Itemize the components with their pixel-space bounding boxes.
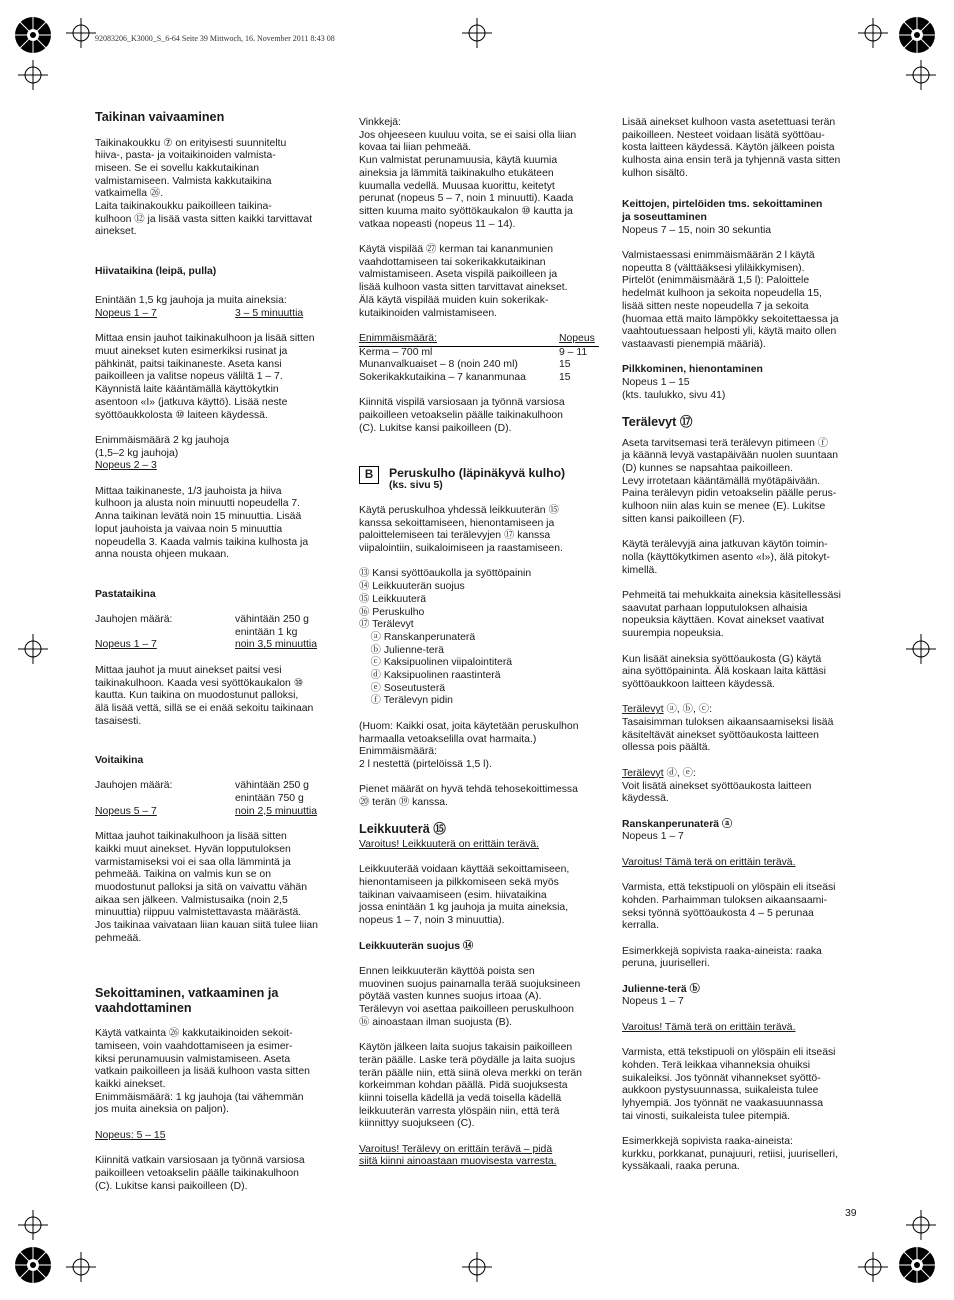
- heading-taikina: Taikinan vaivaaminen: [95, 110, 225, 124]
- heading-pilkko: Pilkkominen, hienontaminen: [622, 364, 763, 376]
- para-hiiva-1: Mittaa ensin jauhot taikinakulhoon ja lisää sitten muut ainekset kuten esimerkiksi rusinat ja pähkinät, paitsi taikinaneste. Aseta kansi paikoilleen ja valitse nopeus väliltä 1 – 7. Käynnistä laite kääntämällä käyttökytkin asentoon «I» (jatkuva käyttö). Lisää neste syöttöaukkolosta ⑩ laiteen käydessä.: [95, 333, 315, 421]
- crosshair-mark-right-2: [906, 634, 936, 664]
- page-number: 39: [845, 1208, 857, 1219]
- crosshair-mark-right-1: [906, 60, 936, 90]
- para-keitto: Valmistaessasi enimmäismäärän 2 l käytä nopeutta 8 (välttääksesi yliläikkymisen). Pirtelöt (enimmäismäärä 1,5 l): Paloittele hedelmät kulhoon ja sekoita nopeudella 15, lisää sitten neste nopeudella 7 ja sekoita (huomaa että maito lämpökky sekoitettaessa ja vaahtoutuessaan helposti yli, käytä maito ollen vastaavasti pienempiä määriä).: [622, 250, 839, 350]
- list-item: ⓒ Kaksipuolinen viipalointiterä: [359, 657, 513, 669]
- crosshair-mark-right-3: [906, 1210, 936, 1240]
- heading-peruskulho: Peruskulho (läpinäkyvä kulho): [389, 466, 566, 481]
- table-cell: Kerma – 700 ml: [359, 346, 433, 358]
- pasta-amount-row: [95, 614, 333, 639]
- list-item: ⓐ Ranskanperunaterä: [359, 631, 476, 643]
- heading-julienne: Julienne-terä ⓑ: [622, 983, 700, 995]
- para-vinkki: Vinkkejä: Jos ohjeeseen kuuluu voita, se ei saisi olla liian kovaa tai liian pehmeää. Kun valmistat perunamuusia, käytä kuumia aineksia ja lämmitä taikinakulho etukäteen kuumalla vedellä. Muusaa kuorittu, keitetyt perunat (nopeus 5 – 7, noin 1 minuutti). Kaada sitten kuuma maito syöttökaukalon ⑩ kautta ja vatkaa nopeasti (nopeus 11 – 14).: [359, 117, 577, 230]
- list-item: ⑮ Leikkuuterä: [359, 593, 426, 605]
- heading-leikkuutera: Leikkuuterä ⑮: [359, 822, 446, 837]
- table-cell: Sokerikakkutaikina – 7 kananmunaa: [359, 372, 526, 384]
- para-leikkuutera: Leikkuuterää voidaan käyttää sekoittamiseen, hienontamiseen ja pilkkomiseen sekä myös taikinan vaivaamiseen (esim. hiivataikina jossa enintään 1 kg jauhoja ja muita aineksia, nopeus 1 – 7, noin 3 minuuttia).: [359, 864, 570, 927]
- table-header-speed: Nopeus: [559, 332, 595, 344]
- list-item: ⓕ Terälevyn pidin: [359, 695, 453, 707]
- list-item: ⑭ Leikkuuterän suojus: [359, 581, 465, 593]
- section-b-label: B: [359, 466, 379, 484]
- para-lisaa: Lisää ainekset kulhoon vasta asetettuasi terän paikoilleen. Nesteet voidaan lisätä syöttöau- kosta laitteen käydessä. Käytön jälkeen poista kulhosta aina ensin terä ja tyhjennä vasta sitten kulhon sisältö.: [622, 117, 841, 179]
- heading-pasta: Pastataikina: [95, 588, 156, 600]
- voi-speed-right: noin 2,5 minuuttia: [235, 805, 318, 817]
- table-cell: 15: [559, 359, 571, 371]
- para-teralevyt-4: Kun lisäät aineksia syöttöaukosta (G) käytä aina syöttöpaininta. Älä koskaan laita kättäsi syöttöaukkoon laitteen käydessä.: [622, 653, 826, 690]
- jul-speed: Nopeus 1 – 7: [622, 996, 684, 1008]
- teralevyt-de-label-rest: ⓓ, ⓔ:: [663, 767, 696, 779]
- teralevyt-de-label: [622, 768, 862, 781]
- sekoit-speed: Nopeus: 5 – 15: [95, 1129, 166, 1141]
- heading-keitto: Keittojen, pirtelöiden tms. sekoittaminen ja soseuttaminen: [622, 199, 823, 223]
- para-taikina: Taikinakoukku ⑦ on erityisesti suunniteltu hiiva-, pasta- ja voitaikinoiden valmista- miseen. Se ei sovellu kakkutaikinan valmistamiseen. Valmista kakkutaikina vatkaimella ㉖. Laita taikinakoukku paikoilleen taikina- kulhoon ⑫ ja lisää vasta sitten kaikki tarvittavat ainekset.: [95, 137, 313, 238]
- teralevyt-abc-label: [622, 704, 862, 717]
- voi-speed-left: Nopeus 5 – 7: [95, 805, 157, 817]
- pasta-amount-label: Jauhojen määrä:: [95, 614, 173, 625]
- teralevyt-abc-label-text: Terälevyt: [622, 704, 664, 716]
- registration-mark-bottom-right: [898, 1246, 936, 1284]
- pasta-speed-right: noin 3,5 minuuttia: [235, 639, 318, 651]
- table-row: [359, 346, 599, 360]
- hiiva-max-2: Enimmäismäärä 2 kg jauhoja (1,5–2 kg jauhoja): [95, 434, 229, 459]
- heading-suojus: Leikkuuterän suojus ⑭: [359, 940, 474, 952]
- para-peruskulho: Käytä peruskulhoa yhdessä leikkuuterän ⑮ kanssa sekoittamiseen, hienontamiseen ja paloittelemiseen tai terälevyjen ⑰ kanssa viipalointiin, suikaloimiseen ja raastamiseen.: [359, 504, 563, 555]
- list-item: ⑰ Terälevyt: [359, 619, 414, 631]
- voi-speed-row: [95, 806, 333, 819]
- list-item: ⓓ Kaksipuolinen raastinterä: [359, 670, 501, 682]
- table-cell: Munanvalkuaiset – 8 (noin 240 ml): [359, 359, 518, 371]
- para-hiiva-2: Mittaa taikinaneste, 1/3 jauhoista ja hiiva kulhoon ja alusta noin minuutti nopeudella 7. Anna taikinan levätä noin 15 minuuttia. Lisää loput jauhoista ja vaivaa noin 5 minuuttia nopeudella 3. Kaada valmis taikina kulhosta ja anna nousta ohjeen mukaan.: [95, 485, 309, 561]
- warning-julienne: Varoitus! Tämä terä on erittäin terävä.: [622, 1021, 796, 1033]
- crosshair-mark-top: [66, 18, 96, 48]
- para-vispila-2: Kiinnitä vispilä varsiosaan ja työnnä varsiosa paikoilleen vetoakselin päälle taikinakulhoon (C). Lukitse kansi paikoilleen (D).: [359, 397, 565, 434]
- heading-hiiva: Hiivataikina (leipä, pulla): [95, 265, 217, 277]
- table-cell: 9 – 11: [559, 346, 588, 358]
- section-b-heading: [359, 466, 599, 493]
- para-teralevyt-de: Voit lisätä ainekset syöttöaukosta laitteen käydessä.: [622, 780, 812, 805]
- list-item: ⓑ Julienne-terä: [359, 644, 444, 656]
- para-sekoit: Käytä vatkainta ㉖ kakkutaikinoiden sekoit- tamiseen, voin vaahdottamiseen ja esimer- kiksi perunamuusin valmistamiseen. Aseta vatkain paikoilleen ja lisää kulhoon vasta sitten kaikki ainekset. Enimmäismäärä: 1 kg jauhoja (tai vähemmän jos muita aineksia on paljon).: [95, 1028, 310, 1116]
- para-teralevyt-abc: Tasaisimman tuloksen aikaansaamiseksi lisää käsiteltävät ainekset syöttöaukosta laitteen ollessa pois päältä.: [622, 717, 834, 754]
- crosshair-mark-left-2: [18, 634, 48, 664]
- heading-voi: Voitaikina: [95, 755, 144, 766]
- heading-sekoit: Sekoittaminen, vatkaaminen ja vaahdottaminen: [95, 986, 279, 1015]
- para-sekoit-2: Kiinnitä vatkain varsiosaan ja työnnä varsiosa paikoilleen vetoakselin päälle taikinakulhoon (C). Lukitse kansi paikoilleen (D).: [95, 1155, 305, 1192]
- warning-ransk: Varoitus! Tämä terä on erittäin terävä.: [622, 856, 796, 868]
- para-teralevyt-2: Käytä terälevyjä aina jatkuvan käytön toimin- nolla (käyttökytkimen asento «I»), älä pitokyt- kimellä.: [622, 539, 830, 576]
- teralevyt-de-label-text: Terälevyt: [622, 767, 664, 779]
- vispila-table: [359, 333, 599, 385]
- crosshair-mark-top-right: [858, 18, 888, 48]
- list-item: ⑯ Peruskulho: [359, 606, 425, 618]
- list-item: ⑬ Kansi syöttöaukolla ja syöttöpainin: [359, 568, 532, 580]
- hiiva-speed-left: Nopeus 1 – 7: [95, 307, 157, 319]
- pasta-speed-left: Nopeus 1 – 7: [95, 639, 157, 651]
- para-julienne-2: Esimerkkejä sopivista raaka-aineista: kurkku, porkkanat, punajuuri, retiisi, juuriselleri, kyssäkaali, raaka peruna.: [622, 1136, 838, 1173]
- crosshair-mark-left-3: [18, 1210, 48, 1240]
- para-pienet: Pienet määrät on hyvä tehdä tehosekoittimessa ⑳ terän ⑲ kanssa.: [359, 784, 578, 809]
- crosshair-mark-left-1: [18, 60, 48, 90]
- voi-amount-value: vähintään 250 g enintään 750 g: [235, 780, 309, 805]
- hiiva-speed-2: Nopeus 2 – 3: [95, 460, 157, 472]
- warning-teralevy: Varoitus! Terälevy on erittäin terävä – pidä siitä kiinni ainoastaan muovisesta varresta.: [359, 1143, 557, 1168]
- para-ransk-2: Esimerkkejä sopivista raaka-aineista: raaka peruna, juuriselleri.: [622, 945, 822, 970]
- registration-mark-top-right: [898, 16, 936, 54]
- hiiva-speed-right: 3 – 5 minuuttia: [235, 307, 304, 319]
- registration-mark-bottom-left: [14, 1246, 52, 1284]
- parts-list: [359, 568, 599, 708]
- crosshair-mark-top-center: [462, 18, 492, 48]
- para-julienne: Varmista, että tekstipuoli on ylöspäin eli itseäsi kohden. Terä leikkaa vihanneksia ohuiksi suikaleiksi. Jos työnnät vihannekset syöttö- aukkoon pystysuunnassa, suikaleista tulee lyhyempiä. Jos työnnät ne vaakasuunnassa tai vinosti, suikaleista tulee pitempiä.: [622, 1047, 836, 1122]
- pasta-amount-value: vähintään 250 g enintään 1 kg: [235, 614, 309, 638]
- para-suojus-2: Käytön jälkeen laita suojus takaisin paikoilleen terän päälle. Laske terä pöydälle ja laita suojus terän päälle niin, että siinä oleva merkki on terän korkeimman kohdan päällä. Pidä suojuksesta kiinni toisella kädellä ja vedä toisella kädellä leikkuuterän varresta ylöspäin niin, että terä kiinnittyy suojukseen (C).: [359, 1042, 582, 1130]
- registration-mark-top-left: [14, 16, 52, 54]
- voi-amount-row: [95, 780, 333, 805]
- table-row: [359, 359, 599, 372]
- list-item: ⓔ Soseutusterä: [359, 682, 446, 694]
- hiiva-speed-row: [95, 308, 333, 321]
- para-huom: (Huom: Kaikki osat, joita käytetään peruskulhon harmaalla vetoakselilla ovat harmaita.) Enimmäismäärä: 2 l nestettä (pirtelöissä 1,5 l).: [359, 720, 579, 770]
- pasta-speed-row: [95, 639, 333, 652]
- table-cell: 15: [559, 372, 571, 384]
- warning-leikkuutera: Varoitus! Leikkuuterä on erittäin terävä.: [359, 838, 540, 850]
- column-3: [622, 117, 862, 1187]
- hiiva-max: Enintään 1,5 kg jauhoja ja muita aineksia:: [95, 295, 287, 307]
- para-teralevyt-3: Pehmeitä tai mehukkaita aineksia käsitellessäsi saavutat parhaan lopputuloksen alhaisia nopeuksia käyttäen. Kovat ainekset vaativat suurempia nopeuksia.: [622, 590, 841, 640]
- heading-teralevyt: Terälevyt ⑰: [622, 415, 693, 430]
- heading-ranskanperunatera: Ranskanperunaterä ⓐ: [622, 818, 733, 830]
- table-header: [359, 333, 599, 346]
- para-teralevyt-1: Aseta tarvitsemasi terä terälevyn pitimeen ⓕ ja käännä levyä vastapäivään nuolen suuntaan (D) kunnes se napsahtaa paikoilleen. Levy irrotetaan kääntämällä myötäpäivään. Paina terälevyn pidin vetoakselin päälle perus- kulhoon niin alas kuin se menee (E). Lukitse sitten kansi paikoilleen (F).: [622, 437, 839, 525]
- print-header: 92083206_K3000_S_6-64 Seite 39 Mittwoch, 16. November 2011 8:43 08: [95, 34, 335, 43]
- table-header-amount: Enimmäismäärä:: [359, 332, 437, 344]
- column-1: [95, 110, 333, 1206]
- para-ransk: Varmista, että tekstipuoli on ylöspäin eli itseäsi kohden. Parhaimman tuloksen aikaansaami- seksi työnnä syöttöaukosta 4 – 5 perunaa kerralla.: [622, 882, 836, 932]
- table-row: [359, 372, 599, 385]
- column-2: [359, 117, 599, 1182]
- crosshair-mark-bottom-right: [858, 1252, 888, 1282]
- teralevyt-abc-label-rest: ⓐ, ⓑ, ⓒ:: [663, 704, 713, 716]
- crosshair-mark-bottom-center: [462, 1252, 492, 1282]
- voi-amount-label: Jauhojen määrä:: [95, 780, 173, 792]
- keitto-speed: Nopeus 7 – 15, noin 30 sekuntia: [622, 224, 772, 236]
- ransk-speed: Nopeus 1 – 7: [622, 831, 684, 843]
- heading-peruskulho-sub: (ks. sivu 5): [389, 480, 443, 492]
- pilkko-text: Nopeus 1 – 15 (kts. taulukko, sivu 41): [622, 377, 726, 401]
- para-voi: Mittaa jauhot taikinakulhoon ja lisää sitten kaikki muut ainekset. Hyvän lopputuloksen varmistamiseksi voi ei saa olla lämmintä ja pehmeää. Taikina on valmis kun se on muodostunut palloksi ja sitä on vaivattu vähän aikaa sen jälkeen. Valmistusaika (noin 2,5 minuuttia) riippuu valmistettavasta määrästä. Jos taikinaa vaivataan liian kauan siitä tulee liian pehmeää.: [95, 831, 318, 944]
- para-pasta: Mittaa jauhot ja muut ainekset paitsi vesi taikinakulhoon. Kaada vesi syöttökaukalon ⑩ kautta. Kun taikina on muodostunut palloksi, älä lisää vettä, sillä se ei enää sekoitu taikinaan tasaisesti.: [95, 664, 314, 727]
- para-suojus: Ennen leikkuuterän käyttöä poista sen muovinen suojus painamalla terää suojuksineen pöytää vasten kunnes suojus irtoaa (A). Terälevyn voi asettaa paikoilleen peruskulhoon ⑯ ainoastaan ilman suojusta (B).: [359, 965, 581, 1028]
- para-vispila: Käytä vispilää ㉗ kerman tai kananmunien vaahdottamiseen tai sokerikakkutaikinan valmistamiseen. Aseta vispilä paikoilleen ja lisää kulhoon vasta sitten tarvittavat ainekset. Älä käytä vispilää muiden kuin sokerikak- kutaikinoiden valmistamiseen.: [359, 244, 568, 319]
- crosshair-mark-bottom-left: [66, 1252, 96, 1282]
